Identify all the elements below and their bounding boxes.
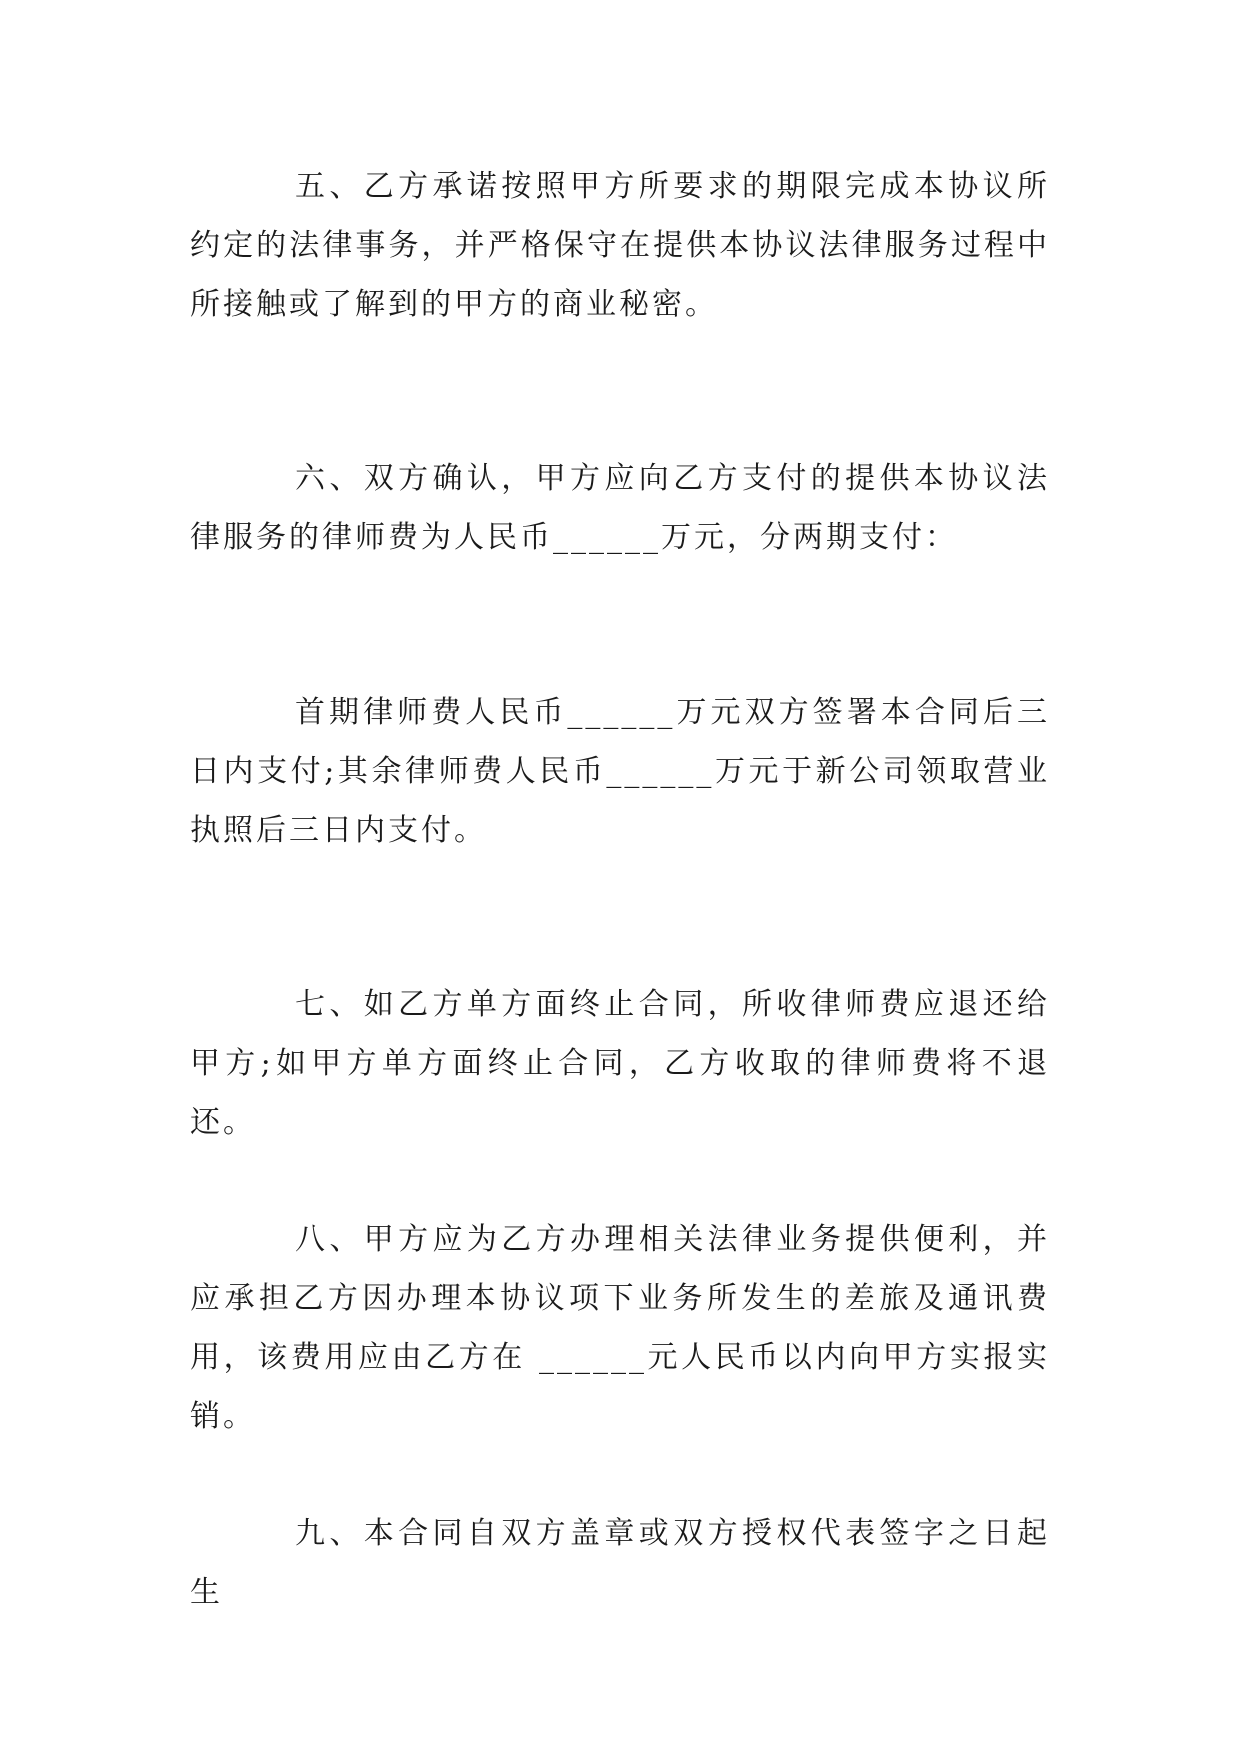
clause-8-paragraph: 八、甲方应为乙方办理相关法律业务提供便利，并应承担乙方因办理本协议项下业务所发生的差旅及通讯费用，该费用应由乙方在 ______元人民币以内向甲方实报实销。 [190, 1222, 1050, 1434]
payment-installments-paragraph: 首期律师费人民币______万元双方签署本合同后三日内支付;其余律师费人民币______万元于新公司领取营业执照后三日内支付。 [190, 695, 1050, 848]
clause-6-paragraph: 六、双方确认，甲方应向乙方支付的提供本协议法律服务的律师费为人民币______万元，分两期支付： [190, 461, 1050, 555]
clause-9-paragraph: 九、本合同自双方盖章或双方授权代表签字之日起生 [190, 1516, 1050, 1610]
clause-7-paragraph: 七、如乙方单方面终止合同，所收律师费应退还给甲方;如甲方单方面终止合同，乙方收取的律师费将不退还。 [190, 987, 1050, 1140]
clause-5-paragraph: 五、乙方承诺按照甲方所要求的期限完成本协议所约定的法律事务，并严格保守在提供本协议法律服务过程中所接触或了解到的甲方的商业秘密。 [190, 169, 1050, 322]
